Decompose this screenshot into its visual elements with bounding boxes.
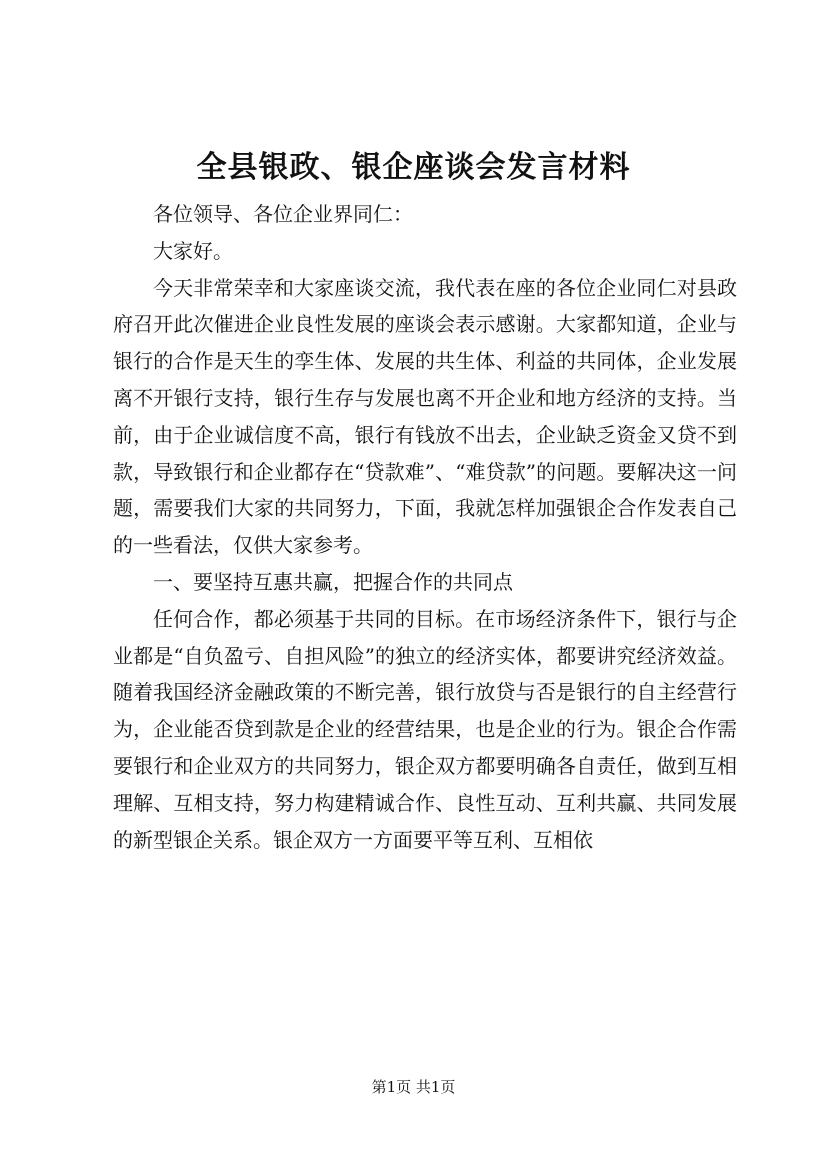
page-footer: 第1页 共1页 (371, 1078, 456, 1096)
paragraph: 任何合作，都必须基于共同的目标。在市场经济条件下，银行与企业都是“自负盈亏、自担风险”的独立的经济实体，都要讲究经济效益。随着我国经济金融政策的不断完善，银行放贷与否是银行的自主经营行为，企业能否贷到款是企业的经营结果，也是企业的行为。银企合作需要银行和企业双方的共同努力，银企双方都要明确各自责任，做到互相理解、互相支持，努力构建精诚合作、良性互动、互利共赢、共同发展的新型银企关系。银企双方一方面要平等互利、互相依 (113, 606, 737, 852)
section-heading: 一、要坚持互惠共赢，把握合作的共同点 (153, 569, 513, 594)
document-title: 全县银政、银企座谈会发言材料 (196, 150, 631, 185)
document-body (113, 196, 737, 858)
paragraph: 今天非常荣幸和大家座谈交流，我代表在座的各位企业同仁对县政府召开此次催进企业良性发展的座谈会表示感谢。大家都知道，企业与银行的合作是天生的孪生体、发展的共生体、利益的共同体，企业发展离不开银行支持，银行生存与发展也离不开企业和地方经济的支持。当前，由于企业诚信度不高，银行有钱放不出去，企业缺乏资金又贷不到款，导致银行和企业都存在“贷款难”、“难贷款”的问题。要解决这一问题，需要我们大家的共同努力，下面，我就怎样加强银企合作发表自己的一些看法，仅供大家参考。 (113, 275, 737, 558)
salutation: 各位领导、各位企业界同仁： (153, 202, 413, 226)
greeting: 大家好。 (153, 238, 233, 263)
